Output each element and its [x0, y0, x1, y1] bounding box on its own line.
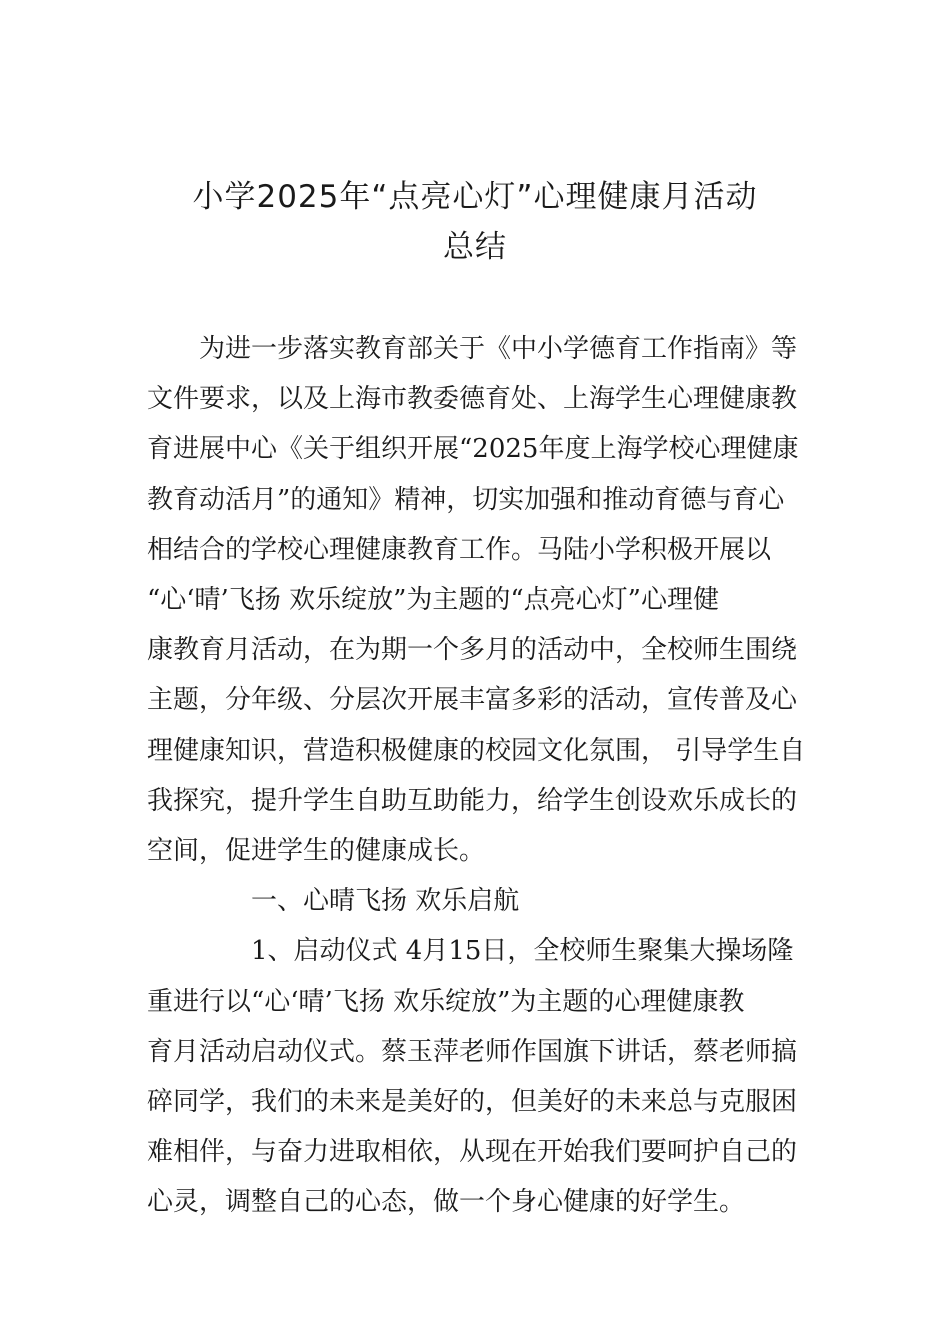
- intro-line: 空间，促进学生的健康成长。: [147, 836, 486, 867]
- intro-line: 相结合的学校心理健康教育工作。马陆小学积极开展以: [147, 534, 772, 565]
- intro-line: 理健康知识，营造积极健康的校园文化氛围， 引导学生自: [147, 735, 806, 766]
- item1-line: 碎同学，我们的未来是美好的，但美好的未来总与克服困: [147, 1087, 798, 1118]
- item1-paragraph: [147, 926, 807, 1227]
- intro-line: 教育动活月”的通知》精神，切实加强和推动育德与育心: [147, 484, 785, 515]
- intro-line: 文件要求，以及上海市教委德育处、上海学生心理健康教: [147, 384, 798, 415]
- intro-paragraph: [147, 324, 807, 876]
- item1-line: 心灵，调整自己的心态，做一个身心健康的好学生。: [147, 1187, 746, 1218]
- title-line-2: 总结: [443, 229, 507, 265]
- intro-line: 为进一步落实教育部关于《中小学德育工作指南》等: [199, 334, 798, 364]
- item1-line: 1、启动仪式 4月15日，全校师生聚集大操场隆: [251, 936, 794, 967]
- document-body: [147, 324, 807, 1228]
- item1-line: 育月活动启动仪式。蔡玉萍老师作国旗下讲话，蔡老师搞: [147, 1036, 798, 1067]
- section-heading: [147, 876, 807, 926]
- item1-line: 难相伴，与奋力进取相依，从现在开始我们要呵护自己的: [147, 1137, 798, 1168]
- intro-line: 育进展中心《关于组织开展“2025年度上海学校心理健康: [147, 434, 799, 465]
- item1-line: 重进行以“心‘晴’飞扬 欢乐绽放”为主题的心理健康教: [147, 986, 745, 1017]
- document-title: [100, 172, 850, 272]
- intro-line: “心‘晴’飞扬 欢乐绽放”为主题的“点亮心灯”心理健: [147, 585, 719, 616]
- section-heading-text: 一、心晴飞扬 欢乐启航: [251, 886, 520, 917]
- intro-line: 主题，分年级、分层次开展丰富多彩的活动，宣传普及心: [147, 685, 798, 716]
- intro-line: 康教育月活动，在为期一个多月的活动中，全校师生围绕: [147, 635, 798, 666]
- title-line-1: 小学2025年“点亮心灯”心理健康月活动: [192, 179, 758, 215]
- intro-line: 我探究，提升学生自助互助能力，给学生创设欢乐成长的: [147, 785, 798, 816]
